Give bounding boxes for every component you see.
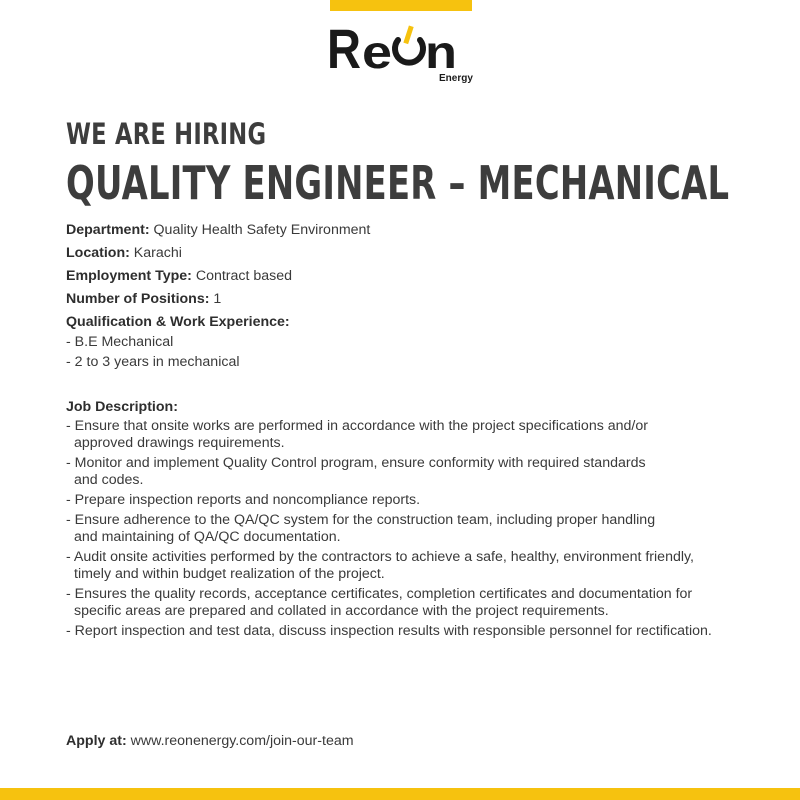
reon-energy-logo [325,18,475,84]
list-item: - Ensure that onsite works are performed in accordance with the project specifications and/or approved drawings requirements. [66,418,648,451]
apply-url-link[interactable]: www.reonenergy.com/join-our-team [130,733,354,749]
apply-line [66,733,354,749]
svg-text:n: n [425,26,457,78]
svg-text:R: R [327,18,361,80]
employment-row [66,268,766,285]
qualification-list [66,334,766,371]
svg-text:Energy: Energy [439,73,473,84]
top-accent-bar [330,0,472,11]
svg-text:e: e [362,26,392,78]
department-label: Department: [66,222,150,238]
list-item: - Audit onsite activities performed by the contractors to achieve a safe, healthy, environment friendly, timely and within budget realization of the project. [66,549,694,582]
we-are-hiring-heading: WE ARE HIRING [66,117,267,151]
department-value: Quality Health Safety Environment [153,222,371,238]
job-title: QUALITY ENGINEER – MECHANICAL [66,156,730,210]
bottom-accent-bar [0,788,800,800]
qualification-label: Qualification & Work Experience: [66,314,290,330]
list-item: - Report inspection and test data, discuss inspection results with responsible personnel for rectification. [66,623,712,639]
qualification-item: - B.E Mechanical [66,334,174,350]
job-description-label: Job Description: [66,399,178,415]
list-item: - Monitor and implement Quality Control program, ensure conformity with required standards and codes. [66,455,646,488]
apply-label: Apply at: [66,733,127,749]
list-item: - Ensure adherence to the QA/QC system for the construction team, including proper handling and maintaining of QA/QC documentation. [66,512,656,545]
list-item: - Ensures the quality records, acceptance certificates, completion certificates and documentation for specific areas are prepared and collated in accordance with the project requirements. [66,586,693,619]
list-item: - Prepare inspection reports and noncompliance reports. [66,492,421,508]
positions-value: 1 [213,291,222,307]
positions-label: Number of Positions: [66,291,210,307]
employment-value: Contract based [195,268,293,284]
job-details [66,222,766,640]
department-row [66,222,766,239]
location-label: Location: [66,245,130,261]
location-value: Karachi [133,245,182,261]
location-row [66,245,766,262]
employment-label: Employment Type: [66,268,192,284]
positions-row [66,291,766,308]
qualification-item: - 2 to 3 years in mechanical [66,354,240,370]
job-description-list [66,418,766,640]
